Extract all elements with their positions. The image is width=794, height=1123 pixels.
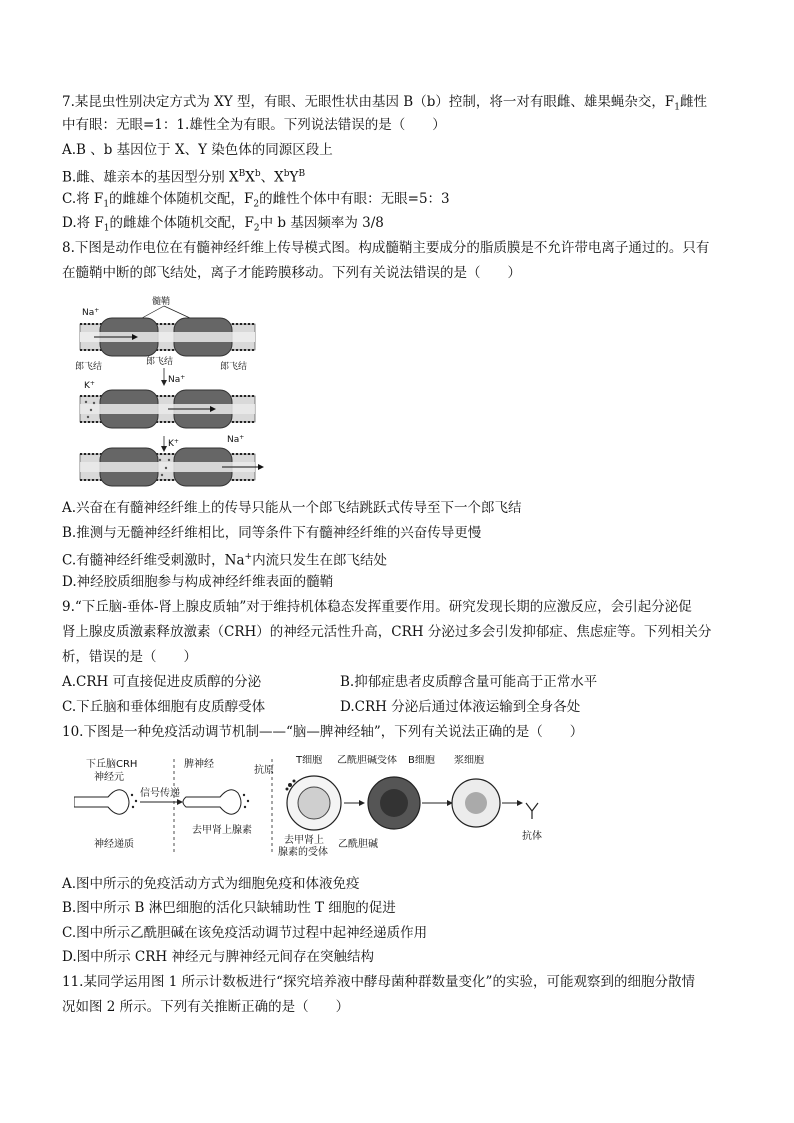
q10-stem: 10.下图是一种免疫活动调节机制——“脑—脾神经轴”，下列有关说法正确的是（ ） [62, 724, 584, 740]
label-crh-line2: 神经元 [94, 772, 124, 783]
q10-option-d: D.图中所示 CRH 神经元与脾神经元间存在突触结构 [62, 949, 374, 965]
label-signal: 信号传递 [140, 788, 180, 799]
label-node-mid: 郎飞结 [146, 357, 174, 367]
label-norepinephrine: 去甲肾上腺素 [192, 825, 252, 836]
q10-option-b: B.图中所示 B 淋巴细胞的活化只缺辅助性 T 细胞的促进 [62, 900, 396, 916]
label-na-top: Na+ [82, 307, 100, 318]
q11-stem-line1: 11.某同学运用图 1 所示计数板进行“探究培养液中酵母菌种群数量变化”的实验，可能观察到的细胞分散情 [62, 974, 695, 990]
label-plasma-cell: 浆细胞 [454, 755, 484, 766]
q8-option-b: B.推测与无髓神经纤维相比，同等条件下有髓神经纤维的兴奋传导更慢 [62, 525, 482, 541]
q7-option-a: A.B 、b 基因位于 X、Y 染色体的同源区段上 [62, 142, 333, 158]
label-antibody: 抗体 [522, 831, 542, 842]
label-na-mid: Na+ [168, 374, 186, 385]
q9-option-a: A.CRH 可直接促进皮质醇的分泌 [62, 674, 262, 690]
q7-stem-line2: 中有眼：无眼=1：1.雄性全为有眼。下列说法错误的是（ ） [62, 117, 446, 133]
q8-option-a: A.兴奋在有髓神经纤维上的传导只能从一个郎飞结跳跃式传导至下一个郎飞结 [62, 500, 522, 516]
q8-stem-line2: 在髓鞘中断的郎飞结处，离子才能跨膜移动。下列有关说法错误的是（ ） [62, 265, 521, 281]
q9-stem-line1: 9.“下丘脑-垂体-肾上腺皮质轴”对于维持机体稳态发挥重要作用。研究发现长期的应激反应，会引起分泌促 [62, 599, 692, 615]
q9-option-c: C.下丘脑和垂体细胞有皮质醇受体 [62, 699, 266, 715]
label-neurotransmitter: 神经递质 [94, 839, 134, 850]
label-crh-line1: 下丘脑CRH [86, 759, 138, 770]
q8-option-d: D.神经胶质细胞参与构成神经纤维表面的髓鞘 [62, 574, 334, 590]
label-na-right: Na+ [227, 434, 245, 445]
label-node-left: 郎飞结 [75, 362, 103, 372]
label-myelin: 髓鞘 [152, 297, 171, 307]
label-ne-receptor-1: 去甲肾上 [284, 835, 324, 846]
q7-option-d: D.将 $F_1$的雌雄个体随机交配，$F_2$中 b 基因频率为 3/8 [62, 215, 384, 234]
q11-stem-line2: 况如图 2 所示。下列有关推断正确的是（ ） [62, 999, 350, 1015]
label-ach: 乙酰胆碱 [338, 839, 378, 850]
q8-stem-line1: 8.下图是动作电位在有髓神经纤维上传导模式图。构成髓鞘主要成分的脂质膜是不允许带电离子通过的。只有 [62, 240, 710, 256]
q7-option-b: B.雌、雄亲本的基因型分别 $X^BX^b$、$X^bY^B$ [62, 169, 306, 186]
label-k-mid: K+ [168, 438, 179, 449]
q9-stem-line2: 肾上腺皮质激素释放激素（CRH）的神经元活性升高，CRH 分泌过多会引发抑郁症、焦虑症等。下列相关分 [62, 624, 712, 640]
label-antigen: 抗原 [254, 765, 274, 776]
label-t-cell: T细胞 [296, 755, 323, 766]
q9-option-d: D.CRH 分泌后通过体液运输到全身各处 [340, 699, 581, 715]
label-spleen-nerve: 脾神经 [184, 759, 214, 770]
q10-option-a: A.图中所示的免疫活动方式为细胞免疫和体液免疫 [62, 876, 360, 892]
q10-option-c: C.图中所示乙酰胆碱在该免疫活动调节过程中起神经递质作用 [62, 925, 428, 941]
brain-spleen-axis-figure [74, 755, 564, 865]
q9-option-b: B.抑郁症患者皮质醇含量可能高于正常水平 [340, 674, 598, 690]
myelinated-fiber-figure [72, 290, 272, 488]
label-node-right: 郎飞结 [220, 362, 248, 372]
q8-option-c: C.有髓神经纤维受刺激时，Na+内流只发生在郎飞结处 [62, 552, 388, 569]
label-ach-receptor: 乙酰胆碱受体 [337, 755, 397, 766]
label-ne-receptor-2: 腺素的受体 [278, 847, 328, 858]
q7-stem-line1: 7.某昆虫性别决定方式为 XY 型，有眼、无眼性状由基因 B（b）控制，将一对有眼雌、雄果蝇杂交，$F_1$雌性 [62, 94, 707, 113]
label-b-cell: B细胞 [408, 755, 435, 766]
label-k-left: K+ [84, 380, 95, 391]
q7-option-c: C.将 $F_1$的雌雄个体随机交配，$F_2$的雌性个体中有眼：无眼=5：3 [62, 191, 450, 210]
q9-stem-line3: 析，错误的是（ ） [62, 649, 197, 665]
